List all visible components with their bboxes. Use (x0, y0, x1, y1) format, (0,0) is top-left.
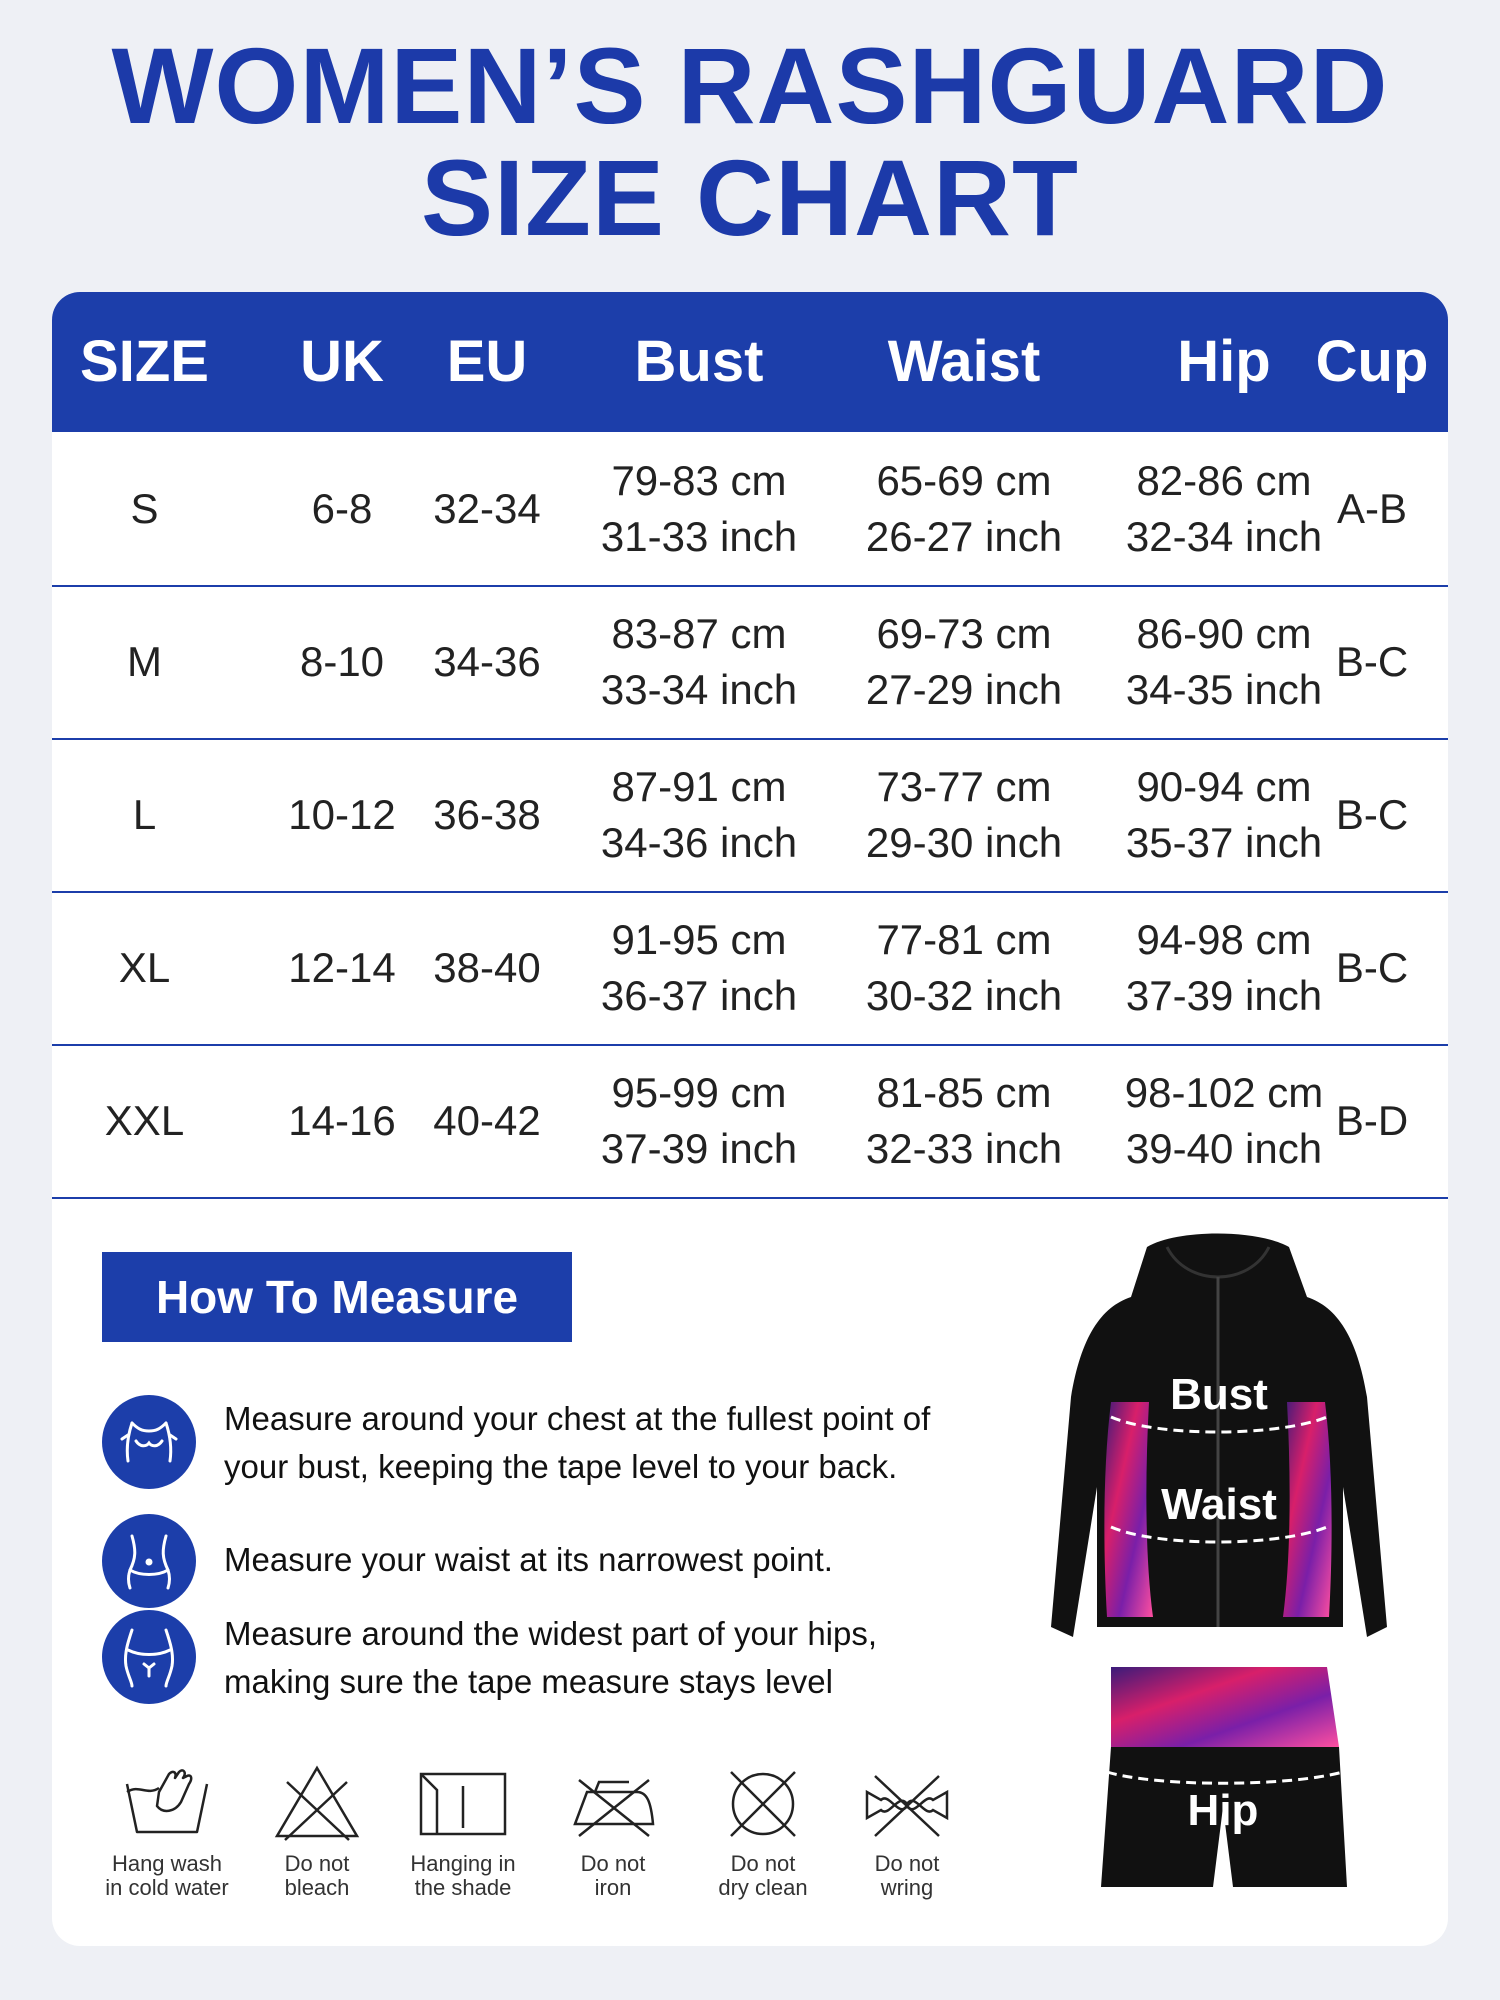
table-row (52, 1044, 1448, 1199)
table-row (52, 585, 1448, 740)
cell-bust: 91-95 cm 36-37 inch (600, 915, 798, 1019)
cell-cup: B-C (1335, 637, 1409, 685)
cell-bust: 87-91 cm 34-36 inch (600, 762, 798, 866)
cell-uk: 10-12 (288, 790, 396, 838)
cell-cup: B-C (1335, 790, 1409, 838)
waist-icon (102, 1514, 196, 1608)
cell-waist: 73-77 cm 29-30 inch (865, 762, 1063, 866)
measure-step-text: Measure your waist at its narrowest point. (224, 1541, 833, 1578)
bust-icon (102, 1395, 196, 1489)
waist-label: Waist (1161, 1480, 1277, 1529)
cell-size: S (130, 484, 159, 532)
how-to-measure-heading: How To Measure (102, 1252, 572, 1342)
size-chart-card (52, 292, 1448, 1946)
cell-uk: 6-8 (311, 484, 373, 532)
cell-eu: 40-42 (433, 1096, 541, 1144)
hip-icon (102, 1610, 196, 1704)
cell-bust: 83-87 cm 33-34 inch (600, 609, 798, 713)
header-eu: EU (446, 329, 528, 394)
care-hand-wash: Hang wash in cold water (92, 1762, 242, 1900)
cell-eu: 38-40 (433, 943, 541, 991)
cell-size: XL (118, 943, 171, 991)
page-title (0, 25, 1500, 258)
title-line-2: SIZE CHART (421, 137, 1079, 258)
no-bleach-icon (269, 1762, 365, 1842)
cell-waist: 69-73 cm 27-29 inch (865, 609, 1063, 713)
cell-eu: 36-38 (433, 790, 541, 838)
cell-hip: 98-102 cm 39-40 inch (1124, 1068, 1324, 1172)
no-iron-icon (565, 1762, 661, 1842)
care-dry-in-shade: Hanging in the shade (388, 1762, 538, 1900)
header-bust: Bust (634, 329, 764, 394)
care-no-wring: Do not wring (832, 1762, 982, 1900)
cell-bust: 95-99 cm 37-39 inch (600, 1068, 798, 1172)
rashguard-illustration (1027, 1227, 1407, 1907)
care-no-iron: Do not iron (538, 1762, 688, 1900)
hand-wash-icon (119, 1762, 215, 1842)
cell-cup: B-D (1335, 1096, 1409, 1144)
cell-waist: 81-85 cm 32-33 inch (865, 1068, 1063, 1172)
header-uk: UK (300, 329, 384, 394)
cell-size: XXL (104, 1096, 185, 1144)
dry-in-shade-icon (415, 1762, 511, 1842)
cell-waist: 77-81 cm 30-32 inch (865, 915, 1063, 1019)
cell-hip: 86-90 cm 34-35 inch (1125, 609, 1323, 713)
care-no-bleach: Do not bleach (242, 1762, 392, 1900)
header-hip: Hip (1177, 329, 1271, 394)
cell-uk: 12-14 (288, 943, 396, 991)
bust-label: Bust (1170, 1370, 1268, 1419)
cell-hip: 90-94 cm 35-37 inch (1125, 762, 1323, 866)
cell-eu: 32-34 (433, 484, 541, 532)
cell-cup: A-B (1336, 484, 1407, 532)
title-line-1: WOMEN’S RASHGUARD (111, 25, 1389, 146)
cell-hip: 82-86 cm 32-34 inch (1125, 456, 1323, 560)
header-waist: Waist (887, 329, 1041, 394)
table-row (52, 738, 1448, 893)
cell-uk: 14-16 (288, 1096, 396, 1144)
cell-eu: 34-36 (433, 637, 541, 685)
care-no-dry-clean: Do not dry clean (688, 1762, 838, 1900)
cell-hip: 94-98 cm 37-39 inch (1125, 915, 1323, 1019)
cell-waist: 65-69 cm 26-27 inch (865, 456, 1063, 560)
header-size: SIZE (80, 329, 209, 394)
no-dry-clean-icon (715, 1762, 811, 1842)
cell-size: L (132, 790, 157, 838)
cell-uk: 8-10 (299, 637, 385, 685)
cell-cup: B-C (1335, 943, 1409, 991)
table-header (52, 292, 1448, 432)
table-row (52, 891, 1448, 1046)
no-wring-icon (859, 1762, 955, 1842)
measure-step-text: Measure around your chest at the fullest point of your bust, keeping the tape level to your back. (224, 1400, 931, 1485)
measure-step-text: Measure around the widest part of your hips, making sure the tape measure stays level (224, 1615, 878, 1700)
table-row (52, 432, 1448, 587)
header-cup: Cup (1315, 329, 1429, 394)
hip-label: Hip (1187, 1786, 1259, 1835)
cell-bust: 79-83 cm 31-33 inch (600, 456, 798, 560)
cell-size: M (127, 637, 162, 685)
